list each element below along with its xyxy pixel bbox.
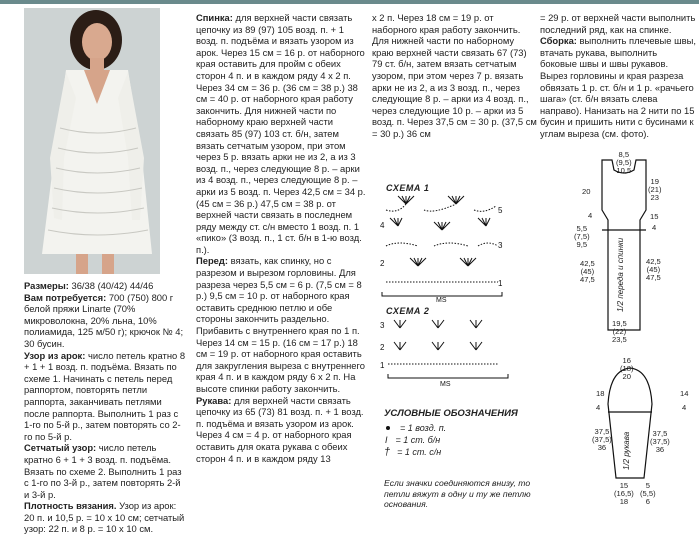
sleeve-right-bottom-dim: 37,5 (37,5) 36 bbox=[650, 429, 670, 454]
schema-2-row-2: 2 bbox=[380, 343, 385, 352]
mesh-pattern-value: число петель кратно 6 + 1 + 3 возд. п. подъёма. Вязать по схеме 2. Выполнить 1 раз с 1-го по 3-й р., затем повторять 2-й и 3-й р. bbox=[24, 442, 182, 500]
body-pattern-label: 1/2 переда и спинки bbox=[616, 237, 625, 312]
schema-1-row-3: 3 bbox=[498, 241, 503, 250]
sleeve-bottom-dim-a: 15 (16,5) 18 bbox=[614, 481, 634, 506]
legend-item-dc: † = 1 ст. с/н bbox=[384, 446, 442, 458]
materials-value: 700 (750) 800 г белой пряжи Linarte (70% микроволокна, 20% льна, 10% полиамида, 125 м/50 г); крючок № 4; 30 бусин. bbox=[24, 291, 184, 349]
sleeves-value: для верхней части связать цепочку из 65 (73) 81 возд. п. + 1 возд. п. подъёма и вязать узором из арок. Через 4 см = 4 р. от наборного края оставить для оката рукава с обеих сторон 4 п. и в каждом ряду 13 bbox=[196, 394, 364, 464]
sizes-label: Размеры: bbox=[24, 280, 69, 291]
sleeves-label: Рукава: bbox=[196, 394, 232, 406]
schema-1-ms: MS bbox=[436, 297, 447, 304]
sleeve-left-dim-a: 18 bbox=[596, 389, 605, 398]
column-1-text bbox=[24, 280, 186, 535]
mesh-pattern-label: Сетчатый узор: bbox=[24, 442, 97, 454]
front-label: Перед: bbox=[196, 255, 228, 267]
sleeve-left-dim-b: 4 bbox=[596, 403, 601, 412]
schema-1-row-1: 1 bbox=[498, 279, 503, 288]
double-crochet-icon: † bbox=[384, 446, 391, 458]
schema-1-diagram bbox=[378, 196, 508, 304]
body-left-top-dim-b: 4 bbox=[588, 211, 593, 220]
back-label: Спинка: bbox=[196, 12, 233, 23]
legend-note: Если значки соединяются внизу, то петли вяжут в одну и ту же петлю основания. bbox=[384, 478, 531, 509]
column-3-text bbox=[372, 12, 538, 140]
density-label: Плотность вязания. bbox=[24, 500, 117, 512]
body-top-dim: 8,5 (9,5) 10,5 bbox=[616, 150, 632, 175]
sleeve-left-bottom-dim: 37,5 (37,5) 36 bbox=[592, 427, 612, 452]
sleeves-continued: х 2 п. Через 18 см = 19 р. от наборного края работу закончить. Для нижней части по наборному краю верхней части связать 67 (73) 79 ст. б/н, затем вязать сетчатым узором, при этом через 7 р. вязать арки не из 2, а из 3 возд. п., через следующие 8 р. – арки из 4 возд. п., через следующие 10 р. – арки из 5 возд. п. Через 37,5 см = 30 р. (37,5 см = 30 р.) 36 см bbox=[372, 12, 537, 139]
schema-2-title: СХЕМА 2 bbox=[386, 306, 430, 316]
schema-2-row-1: 1 bbox=[380, 361, 385, 370]
sleeve-right-dim-b: 4 bbox=[682, 403, 687, 412]
body-right-top-dim: 19 (21) 23 bbox=[648, 177, 662, 202]
legend-item-sc: I = 1 ст. б/н bbox=[385, 435, 441, 445]
arch-pattern-value: число петель кратно 8 + 1 + 1 возд. п. подъёма. Вязать по схеме 1. Начинать с петель перед раппортом, повторять петли раппорта, заканчивать петлями после раппорта. Выполнить 1 раз с 1-го по 5-й р., затем повторять со 2-го по 5-й р. bbox=[24, 349, 186, 442]
top-color-bar bbox=[0, 0, 699, 4]
chain-stitch-icon bbox=[386, 426, 390, 430]
schema-1-row-4: 4 bbox=[380, 221, 385, 230]
sizes-value: 36/38 (40/42) 44/46 bbox=[71, 280, 154, 291]
sleeve-bottom-dim-b: 5 (5,5) 6 bbox=[640, 481, 656, 506]
materials-label: Вам потребуется: bbox=[24, 291, 107, 303]
sleeve-right-dim-a: 14 bbox=[680, 389, 689, 398]
schema-1-row-2: 2 bbox=[380, 259, 385, 268]
body-right-bottom-dim: 42,5 (45) 47,5 bbox=[646, 257, 661, 282]
body-right-mid-dim: 15 bbox=[650, 212, 659, 221]
body-left-top-dim-a: 20 bbox=[582, 187, 591, 196]
assembly-label: Сборка: bbox=[540, 35, 577, 47]
sleeve-pattern-label: 1/2 рукава bbox=[622, 431, 631, 470]
body-left-mid-dim: 5,5 (7,5) 9,5 bbox=[574, 224, 590, 249]
front-value: вязать, как спинку, но с разрезом и вырезом горловины. Для разреза через 5,5 см = 6 р. (7,5 см = 8 р.) 9,5 см = 10 р. от наборного края оставить среднюю петлю и обе стороны закончить раздельно. Прибавить с внутреннего края по 1 п. Через 14 см = 15 р. (16 см = 17 р.) 18 см = 19 р. от наборного края оставить для закругления выреза с внутреннего края 4 п. и в каждом ряду 6 х 2 п. На высоте спинки работу закончить. bbox=[196, 255, 365, 394]
schema-2-diagram bbox=[378, 318, 518, 388]
model-photo bbox=[24, 8, 160, 274]
body-right-small-dim: 4 bbox=[652, 223, 657, 232]
schema-1-row-5: 5 bbox=[498, 206, 503, 215]
schema-2-ms: MS bbox=[440, 381, 451, 388]
column-4-text bbox=[540, 12, 696, 140]
schema-1-title: СХЕМА 1 bbox=[386, 183, 430, 193]
back-value: для верхней части связать цепочку из 89 (97) 105 возд. п. + 1 возд. п. подъёма и вязать узором из арок. Через 15 см = 16 р. от наборного края оставить для пройм с обеих сторон 4 п. и в каждом ряду 4 х 2 п. Через 34 см = 36 р. (36 см = 38 р.) 38 см = 40 р. от наборного края работу закончить. Для нижней части по наборному краю верхней части связать 85 (97) 103 ст. б/н, затем вязать сетчатым узором, при этом через 5 р. вязать арки не из 2, а из 3 возд. п., через следующие 8 р. – арки из 4 возд. п., через следующие 8 р. – арки из 5 возд. п. Через 42,5 см = 34 р. (45 см = 36 р.) 47,5 см = 38 р. от верхней части связать в последнем ряду между ст. с/н вместо 1 возд. п. 1 «пико» (3 возд. п., 1 ст. б/н в 1-ю возд. п.). bbox=[196, 12, 366, 255]
assembly-value: выполнить плечевые швы, втачать рукава, выполнить боковые швы и швы рукавов. Вырез горловины и края разреза обвязать 1 р. ст. б/н и 1 р. «рачьего шага» (ст. б/н вязать слева направо). Нанизать на 2 нити по 15 бусин и пришить нити с бусинами к углам выреза (см. фото). bbox=[540, 35, 696, 139]
density-value: Узор из арок: 20 п. и 10,5 р. = 10 х 10 см; сетчатый узор: 22 п. и 8 р. = 10 х 10 см. bbox=[24, 500, 185, 535]
finishing-text: = 29 р. от верхней части выполнить последний ряд, как на спинке. bbox=[540, 12, 696, 35]
body-bottom-dim: 19,5 (22) 23,5 bbox=[612, 319, 627, 344]
single-crochet-icon: I bbox=[385, 435, 388, 445]
legend-title: УСЛОВНЫЕ ОБОЗНАЧЕНИЯ bbox=[384, 408, 518, 419]
sleeve-top-dim: 16 (18) 20 bbox=[620, 356, 634, 381]
legend-item-chain: = 1 возд. п. bbox=[384, 422, 534, 434]
arch-pattern-label: Узор из арок: bbox=[24, 349, 86, 361]
column-2-text bbox=[196, 12, 368, 464]
body-left-bottom-dim: 42,5 (45) 47,5 bbox=[580, 259, 595, 284]
schema-2-row-3: 3 bbox=[380, 321, 385, 330]
legend bbox=[384, 408, 534, 458]
